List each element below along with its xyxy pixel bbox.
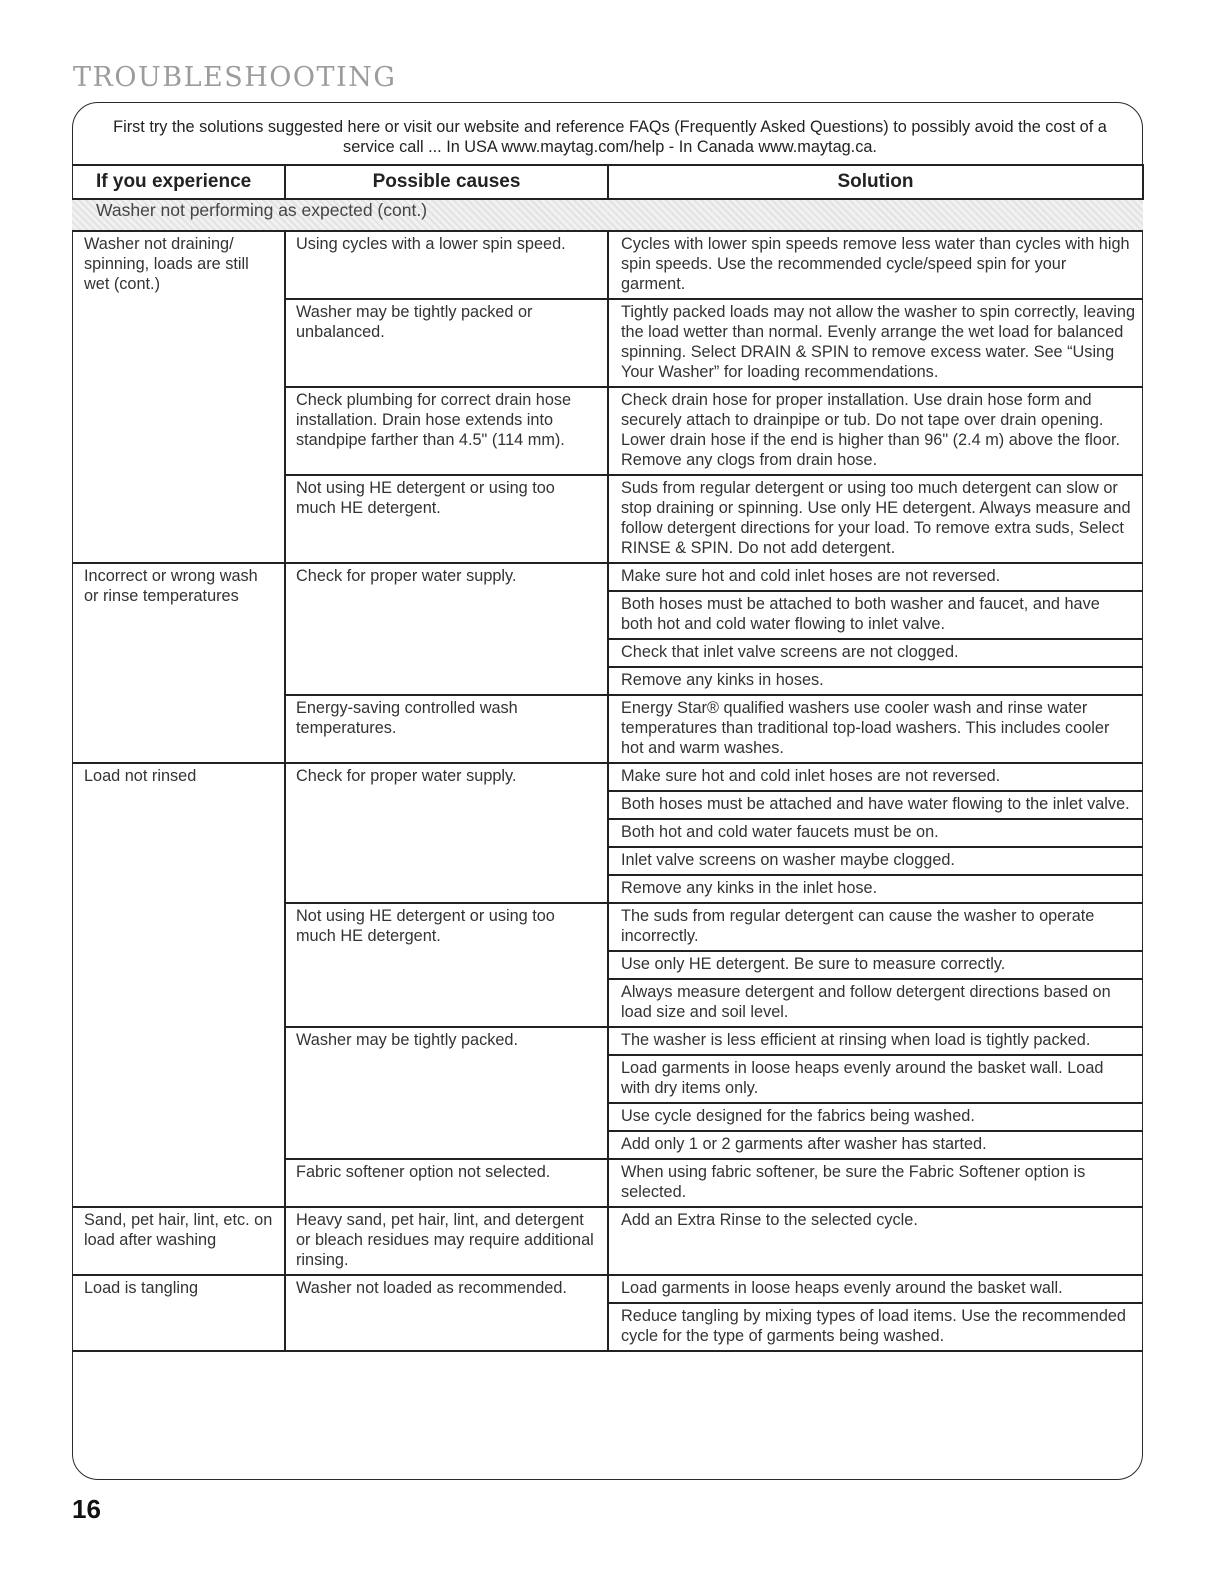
solution-cell: Add only 1 or 2 garments after washer has started. (608, 1131, 1143, 1159)
experience-cell: Load is tangling (72, 1275, 285, 1351)
cause-cell: Heavy sand, pet hair, lint, and detergent or bleach residues may require additional rinsing. (285, 1207, 608, 1275)
section-band: Washer not performing as expected (cont.) (72, 199, 1143, 231)
experience-cell: Load not rinsed (72, 763, 285, 1207)
page-number: 16 (72, 1494, 101, 1524)
cause-cell: Not using HE detergent or using too much HE detergent. (285, 475, 608, 563)
solution-cell: Reduce tangling by mixing types of load items. Use the recommended cycle for the type of garments being washed. (608, 1303, 1143, 1351)
solution-cell: Add an Extra Rinse to the selected cycle. (608, 1207, 1143, 1275)
solution-cell: Use only HE detergent. Be sure to measure correctly. (608, 951, 1143, 979)
header-solution: Solution (608, 165, 1143, 199)
cause-cell: Not using HE detergent or using too much HE detergent. (285, 903, 608, 1027)
solution-cell: Both hoses must be attached and have water flowing to the inlet valve. (608, 791, 1143, 819)
solution-cell: Make sure hot and cold inlet hoses are not reversed. (608, 563, 1143, 591)
table-row (72, 1207, 1143, 1275)
solution-cell: When using fabric softener, be sure the Fabric Softener option is selected. (608, 1159, 1143, 1207)
table-row (72, 563, 1143, 591)
table-row (72, 763, 1143, 791)
solution-cell: Always measure detergent and follow detergent directions based on load size and soil level. (608, 979, 1143, 1027)
cause-cell: Check plumbing for correct drain hose installation. Drain hose extends into standpipe farther than 4.5" (114 mm). (285, 387, 608, 475)
solution-cell: Remove any kinks in hoses. (608, 667, 1143, 695)
solution-cell: The washer is less efficient at rinsing when load is tightly packed. (608, 1027, 1143, 1055)
experience-cell: Incorrect or wrong wash or rinse temperatures (72, 563, 285, 763)
solution-cell: Remove any kinks in the inlet hose. (608, 875, 1143, 903)
solution-cell: Inlet valve screens on washer maybe clogged. (608, 847, 1143, 875)
table-body (72, 231, 1143, 1351)
cause-cell: Washer not loaded as recommended. (285, 1275, 608, 1351)
cause-cell: Energy-saving controlled wash temperatures. (285, 695, 608, 763)
experience-cell: Washer not draining/ spinning, loads are still wet (cont.) (72, 231, 285, 563)
cause-cell: Washer may be tightly packed or unbalanced. (285, 299, 608, 387)
experience-cell: Sand, pet hair, lint, etc. on load after washing (72, 1207, 285, 1275)
solution-cell: Energy Star® qualified washers use cooler wash and rinse water temperatures than traditional top-load washers. This includes cooler hot and warm washes. (608, 695, 1143, 763)
header-experience: If you experience (72, 165, 285, 199)
table-row (72, 231, 1143, 299)
cause-cell: Check for proper water supply. (285, 763, 608, 903)
solution-cell: Check that inlet valve screens are not clogged. (608, 639, 1143, 667)
solution-cell: The suds from regular detergent can cause the washer to operate incorrectly. (608, 903, 1143, 951)
header-row (72, 165, 1143, 199)
solution-cell: Make sure hot and cold inlet hoses are not reversed. (608, 763, 1143, 791)
section-band-row (72, 199, 1143, 231)
header-causes: Possible causes (285, 165, 608, 199)
cause-cell: Fabric softener option not selected. (285, 1159, 608, 1207)
solution-cell: Check drain hose for proper installation. Use drain hose form and securely attach to drainpipe or tub. Do not tape over drain opening. Lower drain hose if the end is higher than 96" (2.4 m) above the floor. Remove any clogs from drain hose. (608, 387, 1143, 475)
cause-cell: Check for proper water supply. (285, 563, 608, 695)
solution-cell: Suds from regular detergent or using too much detergent can slow or stop draining or spinning. Use only HE detergent. Always measure and follow detergent directions for your load. To remove extra suds, Select RINSE & SPIN. Do not add detergent. (608, 475, 1143, 563)
cause-cell: Washer may be tightly packed. (285, 1027, 608, 1159)
solution-cell: Load garments in loose heaps evenly around the basket wall. Load with dry items only. (608, 1055, 1143, 1103)
solution-cell: Both hoses must be attached to both washer and faucet, and have both hot and cold water flowing to inlet valve. (608, 591, 1143, 639)
cause-cell: Using cycles with a lower spin speed. (285, 231, 608, 299)
table-row (72, 1275, 1143, 1303)
solution-cell: Tightly packed loads may not allow the washer to spin correctly, leaving the load wetter than normal. Evenly arrange the wet load for balanced spinning. Select DRAIN & SPIN to remove excess water. See “Using Your Washer” for loading recommendations. (608, 299, 1143, 387)
page-title: TROUBLESHOOTING (73, 62, 397, 93)
solution-cell: Both hot and cold water faucets must be on. (608, 819, 1143, 847)
solution-cell: Load garments in loose heaps evenly around the basket wall. (608, 1275, 1143, 1303)
intro-text: First try the solutions suggested here or visit our website and reference FAQs (Frequently Asked Questions) to possibly avoid the cost of a service call ... In USA www.maytag.com/help - In Canada www.maytag.ca. (113, 118, 1107, 156)
solution-cell: Cycles with lower spin speeds remove less water than cycles with high spin speeds. Use the recommended cycle/speed spin for your garment. (608, 231, 1143, 299)
troubleshooting-table (72, 164, 1144, 1352)
solution-cell: Use cycle designed for the fabrics being washed. (608, 1103, 1143, 1131)
